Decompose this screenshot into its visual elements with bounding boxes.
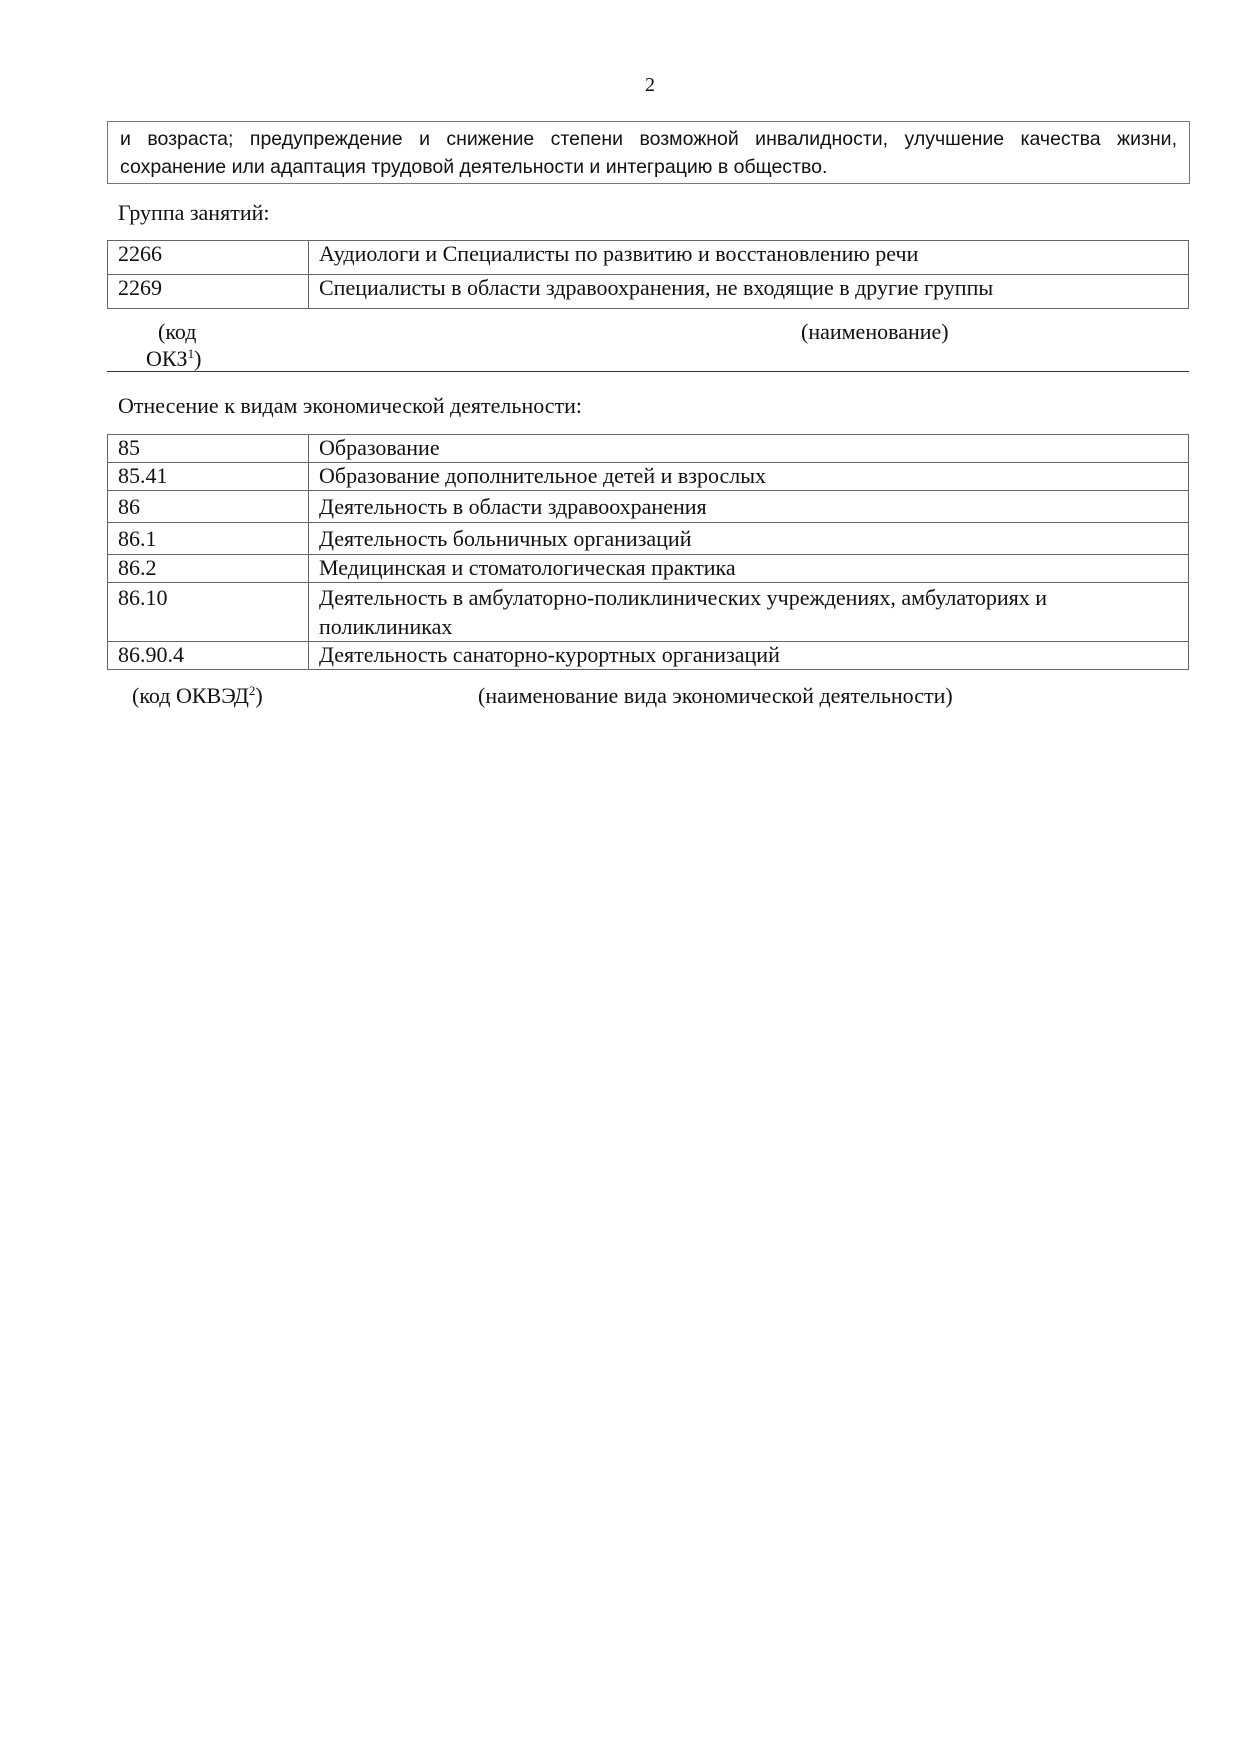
okz-code-caption-line2: ОКЗ <box>146 346 188 371</box>
okz-name-cell: Аудиологи и Специалисты по развитию и восстановлению речи <box>309 241 1189 275</box>
okved-name-cell: Образование дополнительное детей и взрослых <box>309 463 1189 491</box>
okz-name-cell: Специалисты в области здравоохранения, не входящие в другие группы <box>309 275 1189 309</box>
table-row <box>108 642 1189 670</box>
okved-name-cell: Образование <box>309 435 1189 463</box>
okved-name-cell: Деятельность в амбулаторно-поликлинических учреждениях, амбулаториях и поликлиниках <box>309 583 1189 642</box>
okz-name-caption: (наименование) <box>801 319 949 344</box>
okved-name-cell: Деятельность санаторно-курортных организаций <box>309 642 1189 670</box>
okved-name-caption: (наименование вида экономической деятельности) <box>478 683 953 708</box>
footnote-marker: 1 <box>187 346 195 361</box>
table-row <box>108 435 1189 463</box>
okz-code-caption: (код ОКЗ$^1$) <box>146 319 202 371</box>
okved-code-cell: 86.2 <box>108 555 309 583</box>
okz-code-cell: 2266 <box>108 241 309 275</box>
page-number: 2 <box>645 74 655 96</box>
okved-name-cell: Медицинская и стоматологическая практика <box>309 555 1189 583</box>
economic-activity-label: Отнесение к видам экономической деятельности: <box>118 393 583 418</box>
okved-code-caption: (код ОКВЭД$^2$) <box>132 683 263 708</box>
okved-code-cell: 86.90.4 <box>108 642 309 670</box>
table-row <box>108 275 1189 309</box>
table-row <box>108 555 1189 583</box>
okz-code-cell: 2269 <box>108 275 309 309</box>
table-row <box>108 583 1189 642</box>
okz-code-caption-line1: (код <box>158 319 197 344</box>
section-divider <box>107 371 1189 372</box>
okved-name-cell: Деятельность больничных организаций <box>309 523 1189 555</box>
okved-name-cell: Деятельность в области здравоохранения <box>309 491 1189 523</box>
okved-code-cell: 85.41 <box>108 463 309 491</box>
occupation-group-table <box>107 240 1189 309</box>
table-row <box>108 523 1189 555</box>
table-row <box>108 463 1189 491</box>
okved-code-cell: 86 <box>108 491 309 523</box>
table-row <box>108 241 1189 275</box>
okved-code-cell: 85 <box>108 435 309 463</box>
economic-activity-table <box>107 434 1189 670</box>
intro-text-box: и возраста; предупреждение и снижение степени возможной инвалидности, улучшение качества жизни, сохранение или адаптация трудовой деятельности и интеграцию в общество. <box>107 121 1190 184</box>
footnote-marker: 2 <box>248 683 256 698</box>
table-row <box>108 491 1189 523</box>
occupation-group-label: Группа занятий: <box>118 200 270 225</box>
okved-code-cell: 86.10 <box>108 583 309 642</box>
okved-code-cell: 86.1 <box>108 523 309 555</box>
